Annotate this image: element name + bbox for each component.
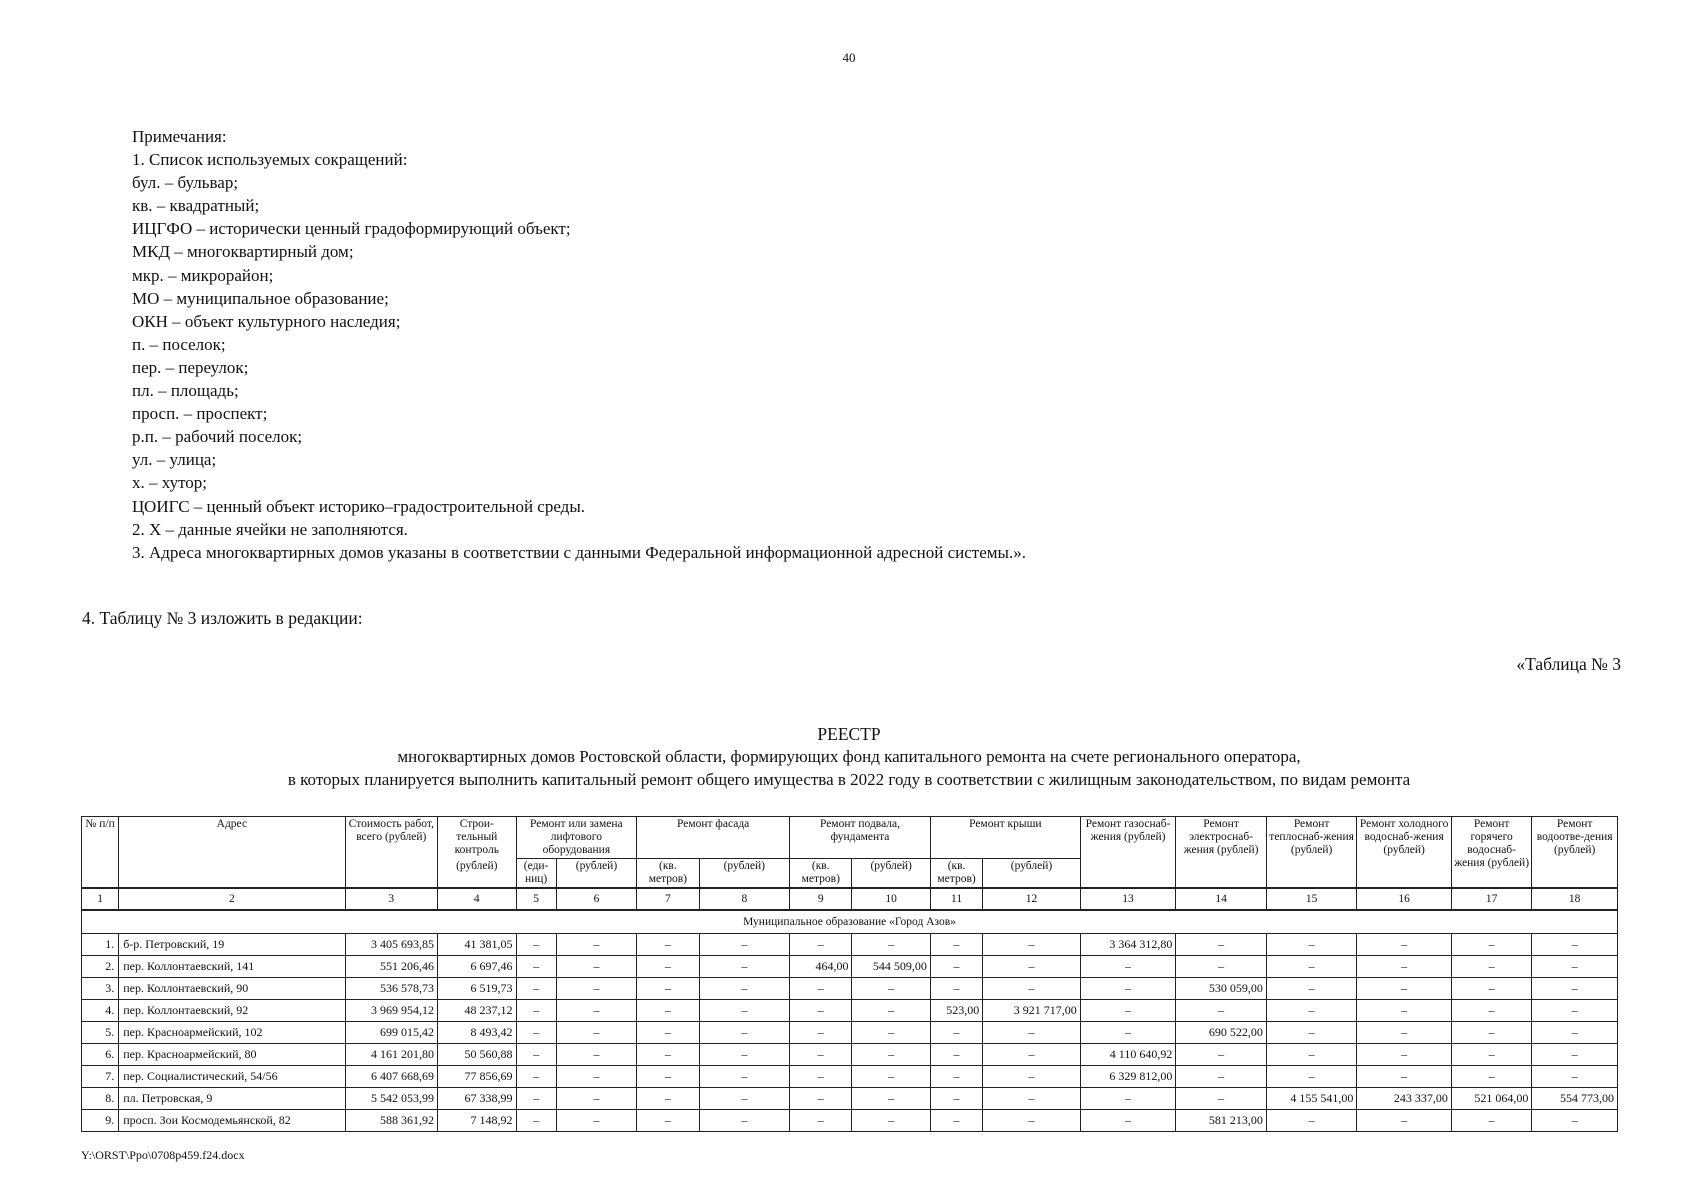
table-cell: – xyxy=(1266,1066,1357,1088)
table-cell: – xyxy=(1451,1000,1531,1022)
table-cell: – xyxy=(983,1022,1081,1044)
table-cell: 588 361,92 xyxy=(345,1110,438,1132)
table-cell: – xyxy=(1080,1000,1176,1022)
table-cell: – xyxy=(699,934,790,956)
column-number: 15 xyxy=(1266,888,1357,910)
header-gas: Ремонт газоснаб-жения (рублей) xyxy=(1080,817,1176,889)
header-lift: Ремонт или замена лифтового оборудования xyxy=(516,817,637,859)
header-address: Адрес xyxy=(119,817,345,889)
table-cell: – xyxy=(1080,978,1176,1000)
table-cell: 6. xyxy=(82,1044,119,1066)
table-cell: 6 697,46 xyxy=(438,956,516,978)
note-line: МКД – многоквартирный дом; xyxy=(132,242,354,262)
note-line: ЦОИГС – ценный объект историко–градостроительной среды. xyxy=(132,496,585,516)
table-cell: – xyxy=(983,978,1081,1000)
table-cell: – xyxy=(1266,1110,1357,1132)
table-cell: 48 237,12 xyxy=(438,1000,516,1022)
table-body xyxy=(82,934,1618,1132)
table-cell: 536 578,73 xyxy=(345,978,438,1000)
table-cell: – xyxy=(556,1066,636,1088)
table-cell: – xyxy=(556,934,636,956)
table-cell: – xyxy=(983,1110,1081,1132)
table-cell: – xyxy=(852,934,930,956)
table-cell: 530 059,00 xyxy=(1176,978,1267,1000)
table-row xyxy=(82,1088,1618,1110)
table-cell: 581 213,00 xyxy=(1176,1110,1267,1132)
header-unit: (рублей) xyxy=(699,859,790,889)
table-cell: 4. xyxy=(82,1000,119,1022)
note-line: 2. Х – данные ячейки не заполняются. xyxy=(132,519,408,539)
table-cell: 3. xyxy=(82,978,119,1000)
header-control-unit: (рублей) xyxy=(438,859,516,889)
table-cell: 4 161 201,80 xyxy=(345,1044,438,1066)
table-cell: – xyxy=(699,1000,790,1022)
table-cell: – xyxy=(1451,1044,1531,1066)
header-sewer: Ремонт водоотве-дения (рублей) xyxy=(1532,817,1618,889)
table-cell: – xyxy=(637,1000,699,1022)
table-cell: – xyxy=(1080,956,1176,978)
table-cell: 77 856,69 xyxy=(438,1066,516,1088)
table-cell: пер. Красноармейский, 102 xyxy=(119,1022,345,1044)
table-row xyxy=(82,1022,1618,1044)
table-cell: – xyxy=(637,1110,699,1132)
table-cell: 4 155 541,00 xyxy=(1266,1088,1357,1110)
table-cell: – xyxy=(556,1110,636,1132)
table-cell: пер. Коллонтаевский, 90 xyxy=(119,978,345,1000)
column-number: 5 xyxy=(516,888,556,910)
column-number: 17 xyxy=(1451,888,1531,910)
note-line: МО – муниципальное образование; xyxy=(132,288,389,308)
table-cell: 5. xyxy=(82,1022,119,1044)
table-row xyxy=(82,934,1618,956)
note-line: кв. – квадратный; xyxy=(132,196,260,216)
table-cell: – xyxy=(930,1066,982,1088)
table-cell: – xyxy=(637,1088,699,1110)
table-cell: 6 519,73 xyxy=(438,978,516,1000)
section-title: Муниципальное образование «Город Азов» xyxy=(82,910,1618,934)
header-roof: Ремонт крыши xyxy=(930,817,1080,859)
note-line: ИЦГФО – исторически ценный градоформирующий объект; xyxy=(132,219,571,239)
table-cell: – xyxy=(516,934,556,956)
header-cold-water: Ремонт холодного водоснаб-жения (рублей) xyxy=(1357,817,1452,889)
header-unit: (еди-ниц) xyxy=(516,859,556,889)
note-line: просп. – проспект; xyxy=(132,404,268,424)
note-line: п. – поселок; xyxy=(132,334,226,354)
table-cell: – xyxy=(556,1044,636,1066)
table-cell: – xyxy=(516,1066,556,1088)
table-cell: – xyxy=(637,1044,699,1066)
table-cell: – xyxy=(637,956,699,978)
table-cell: б-р. Петровский, 19 xyxy=(119,934,345,956)
table-cell: 7. xyxy=(82,1066,119,1088)
table-cell: – xyxy=(699,978,790,1000)
table-cell: – xyxy=(930,1088,982,1110)
table-cell: 8 493,42 xyxy=(438,1022,516,1044)
table-cell: – xyxy=(1532,1022,1618,1044)
table-cell: – xyxy=(1451,956,1531,978)
table-cell: – xyxy=(1357,934,1452,956)
header-row xyxy=(82,817,1618,859)
table-cell: – xyxy=(516,1088,556,1110)
note-line: 3. Адреса многоквартирных домов указаны в соответствии с данными Федеральной информационной адресной системы.». xyxy=(132,542,1026,562)
table-cell: – xyxy=(1357,1066,1452,1088)
table-cell: – xyxy=(790,1088,852,1110)
table-cell: – xyxy=(1532,934,1618,956)
registry-subtitle: в которых планируется выполнить капитальный ремонт общего имущества в 2022 году в соответствии с жилищным законодательством, по видам ремонта xyxy=(287,770,1411,789)
table-row xyxy=(82,978,1618,1000)
table-cell: – xyxy=(1532,1066,1618,1088)
table-cell: – xyxy=(1176,934,1267,956)
table-cell: 7 148,92 xyxy=(438,1110,516,1132)
table-cell: пер. Коллонтаевский, 92 xyxy=(119,1000,345,1022)
table-cell: – xyxy=(1266,1022,1357,1044)
table-row xyxy=(82,1110,1618,1132)
note-line: бул. – бульвар; xyxy=(132,173,239,193)
note-line: мкр. – микрорайон; xyxy=(132,265,274,285)
table-cell: – xyxy=(1532,978,1618,1000)
table-cell: – xyxy=(790,1110,852,1132)
table-cell: – xyxy=(1176,1066,1267,1088)
table-row xyxy=(82,1066,1618,1088)
note-line: х. – хутор; xyxy=(132,473,208,493)
table-cell: – xyxy=(1176,1044,1267,1066)
table-cell: 4 110 640,92 xyxy=(1080,1044,1176,1066)
table-cell: – xyxy=(1357,1000,1452,1022)
section-row xyxy=(82,910,1618,934)
column-number: 6 xyxy=(556,888,636,910)
column-number-row xyxy=(82,888,1618,910)
table-cell: – xyxy=(983,1088,1081,1110)
table-cell: – xyxy=(930,978,982,1000)
table-cell: – xyxy=(983,956,1081,978)
table-cell: – xyxy=(852,1044,930,1066)
table-cell: 699 015,42 xyxy=(345,1022,438,1044)
note-line: пл. – площадь; xyxy=(132,381,239,401)
table-cell: – xyxy=(1357,978,1452,1000)
table-cell: – xyxy=(852,1000,930,1022)
table-cell: – xyxy=(852,978,930,1000)
table-tag: «Таблица № 3 xyxy=(1516,654,1621,674)
header-unit: (кв. метров) xyxy=(790,859,852,889)
table-cell: – xyxy=(983,934,1081,956)
table-cell: – xyxy=(790,978,852,1000)
table-cell: 5 542 053,99 xyxy=(345,1088,438,1110)
note-line: ул. – улица; xyxy=(132,450,217,470)
table-cell: – xyxy=(930,956,982,978)
table-cell: – xyxy=(790,934,852,956)
header-control: Строи-тельный контроль xyxy=(438,817,516,859)
table-cell: – xyxy=(790,1066,852,1088)
header-heat: Ремонт теплоснаб-жения (рублей) xyxy=(1266,817,1357,889)
table-cell: – xyxy=(516,1110,556,1132)
table-cell: – xyxy=(930,1022,982,1044)
table-cell: – xyxy=(516,956,556,978)
notes-block xyxy=(132,125,1026,564)
table-cell: 3 921 717,00 xyxy=(983,1000,1081,1022)
table-cell: – xyxy=(699,956,790,978)
table-cell: пер. Коллонтаевский, 141 xyxy=(119,956,345,978)
table-cell: – xyxy=(930,934,982,956)
table-cell: – xyxy=(556,956,636,978)
table-cell: – xyxy=(699,1066,790,1088)
registry-subtitle: многоквартирных домов Ростовской области, формирующих фонд капитального ремонта на счете регионального оператора, xyxy=(397,747,1301,766)
table-cell: – xyxy=(1176,1088,1267,1110)
table-cell: 243 337,00 xyxy=(1357,1088,1452,1110)
header-basement: Ремонт подвала, фундамента xyxy=(790,817,931,859)
column-number: 13 xyxy=(1080,888,1176,910)
table-cell: – xyxy=(790,1000,852,1022)
table-cell: 67 338,99 xyxy=(438,1088,516,1110)
header-electric: Ремонт электроснаб-жения (рублей) xyxy=(1176,817,1267,889)
table-cell: – xyxy=(699,1044,790,1066)
header-unit: (рублей) xyxy=(983,859,1081,889)
column-number: 9 xyxy=(790,888,852,910)
column-number: 10 xyxy=(852,888,930,910)
table-cell: – xyxy=(556,1088,636,1110)
table-cell: – xyxy=(516,1044,556,1066)
table-cell: – xyxy=(1357,956,1452,978)
table-cell: – xyxy=(556,1022,636,1044)
table-cell: 41 381,05 xyxy=(438,934,516,956)
column-number: 8 xyxy=(699,888,790,910)
table-cell: – xyxy=(1451,1022,1531,1044)
table-cell: – xyxy=(983,1044,1081,1066)
header-hot-water: Ремонт горячего водоснаб-жения (рублей) xyxy=(1451,817,1531,889)
column-number: 18 xyxy=(1532,888,1618,910)
table-cell: 6 329 812,00 xyxy=(1080,1066,1176,1088)
table-cell: – xyxy=(1532,956,1618,978)
column-number: 2 xyxy=(119,888,345,910)
table-cell: – xyxy=(637,1022,699,1044)
table-cell: – xyxy=(790,1022,852,1044)
table-cell: – xyxy=(852,1066,930,1088)
table-cell: 9. xyxy=(82,1110,119,1132)
table-cell: – xyxy=(1266,1044,1357,1066)
table-cell: – xyxy=(1532,1000,1618,1022)
table-row xyxy=(82,956,1618,978)
table-cell: – xyxy=(699,1022,790,1044)
column-number: 11 xyxy=(930,888,982,910)
header-unit: (кв. метров) xyxy=(637,859,699,889)
header-unit: (рублей) xyxy=(852,859,930,889)
column-number: 14 xyxy=(1176,888,1267,910)
table-cell: 2. xyxy=(82,956,119,978)
table-cell: – xyxy=(1357,1022,1452,1044)
column-number: 7 xyxy=(637,888,699,910)
note-line: пер. – переулок; xyxy=(132,357,249,377)
note-line: 1. Список используемых сокращений: xyxy=(132,150,408,170)
instruction-text: 4. Таблицу № 3 изложить в редакции: xyxy=(82,608,363,628)
table-cell: – xyxy=(637,934,699,956)
table-cell: – xyxy=(930,1044,982,1066)
table-cell: 6 407 668,69 xyxy=(345,1066,438,1088)
table-cell: – xyxy=(1080,1022,1176,1044)
table-row xyxy=(82,1000,1618,1022)
header-cost: Стоимость работ, всего (рублей) xyxy=(345,817,438,889)
column-number: 4 xyxy=(438,888,516,910)
table-cell: – xyxy=(1176,956,1267,978)
table-cell: – xyxy=(930,1110,982,1132)
table-row xyxy=(82,1044,1618,1066)
registry-title: РЕЕСТР xyxy=(817,724,881,744)
file-path-footer: Y:\ORST\Ppo\0708p459.f24.docx xyxy=(81,1148,245,1162)
table-cell: пл. Петровская, 9 xyxy=(119,1088,345,1110)
table-cell: 554 773,00 xyxy=(1532,1088,1618,1110)
table-cell: 464,00 xyxy=(790,956,852,978)
table-cell: пер. Социалистический, 54/56 xyxy=(119,1066,345,1088)
table-cell: – xyxy=(1451,934,1531,956)
table-cell: – xyxy=(1080,1088,1176,1110)
table-cell: – xyxy=(1176,1000,1267,1022)
column-number: 12 xyxy=(983,888,1081,910)
note-line: Примечания: xyxy=(132,127,227,146)
table-cell: – xyxy=(1266,978,1357,1000)
table-cell: – xyxy=(556,1000,636,1022)
table-cell: 3 969 954,12 xyxy=(345,1000,438,1022)
table-cell: – xyxy=(1080,1110,1176,1132)
table-cell: 50 560,88 xyxy=(438,1044,516,1066)
column-number: 3 xyxy=(345,888,438,910)
header-facade: Ремонт фасада xyxy=(637,817,790,859)
note-line: р.п. – рабочий поселок; xyxy=(132,427,303,447)
table-cell: 523,00 xyxy=(930,1000,982,1022)
table-cell: – xyxy=(852,1022,930,1044)
table-cell: – xyxy=(852,1110,930,1132)
table-cell: 521 064,00 xyxy=(1451,1088,1531,1110)
header-unit: (кв. метров) xyxy=(930,859,982,889)
table-cell: – xyxy=(1451,1066,1531,1088)
header-no: № п/п xyxy=(82,817,119,889)
table-cell: 1. xyxy=(82,934,119,956)
table-cell: – xyxy=(1357,1044,1452,1066)
table-cell: 3 405 693,85 xyxy=(345,934,438,956)
column-number: 16 xyxy=(1357,888,1452,910)
table-cell: – xyxy=(637,978,699,1000)
table-cell: – xyxy=(983,1066,1081,1088)
page-number: 40 xyxy=(842,50,856,65)
registry-table xyxy=(81,816,1618,1132)
table-cell: – xyxy=(790,1044,852,1066)
table-cell: – xyxy=(1532,1110,1618,1132)
note-line: ОКН – объект культурного наследия; xyxy=(132,311,401,331)
column-number: 1 xyxy=(82,888,119,910)
table-cell: – xyxy=(556,978,636,1000)
table-cell: 551 206,46 xyxy=(345,956,438,978)
table-cell: – xyxy=(1266,956,1357,978)
table-cell: – xyxy=(1266,934,1357,956)
table-cell: 3 364 312,80 xyxy=(1080,934,1176,956)
table-cell: – xyxy=(699,1110,790,1132)
table-cell: 8. xyxy=(82,1088,119,1110)
table-cell: – xyxy=(852,1088,930,1110)
table-cell: 544 509,00 xyxy=(852,956,930,978)
table-cell: – xyxy=(1451,978,1531,1000)
table-cell: – xyxy=(699,1088,790,1110)
table-cell: – xyxy=(1532,1044,1618,1066)
table-cell: – xyxy=(1357,1110,1452,1132)
table-cell: – xyxy=(1266,1000,1357,1022)
table-cell: просп. Зои Космодемьянской, 82 xyxy=(119,1110,345,1132)
table-cell: пер. Красноармейский, 80 xyxy=(119,1044,345,1066)
table-cell: 690 522,00 xyxy=(1176,1022,1267,1044)
header-unit: (рублей) xyxy=(556,859,636,889)
table-cell: – xyxy=(1451,1110,1531,1132)
table-cell: – xyxy=(637,1066,699,1088)
table-cell: – xyxy=(516,978,556,1000)
table-cell: – xyxy=(516,1000,556,1022)
table-cell: – xyxy=(516,1022,556,1044)
